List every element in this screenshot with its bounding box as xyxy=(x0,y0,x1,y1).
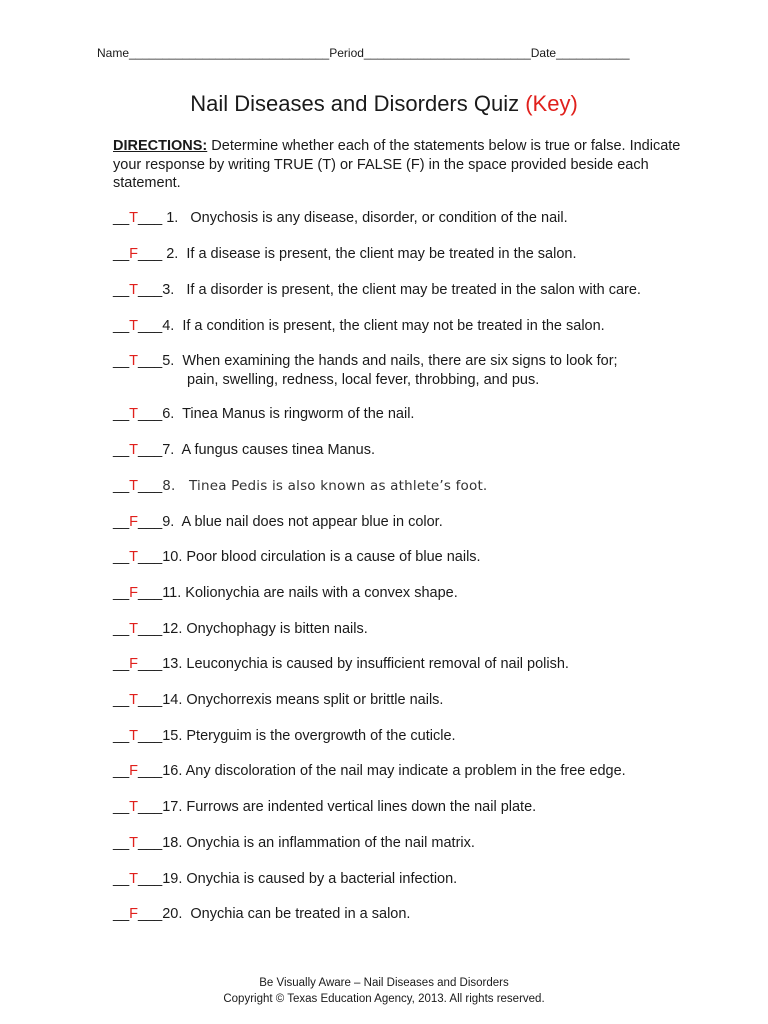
answer-key: T xyxy=(129,835,138,851)
answer-key: T xyxy=(129,549,138,565)
answer-blank-left: __ xyxy=(113,282,130,298)
answer-blank-left: __ xyxy=(113,514,130,530)
question-item xyxy=(113,281,641,300)
answer-key: T xyxy=(129,282,138,298)
question-text: ___15. Pteryguim is the overgrowth of the cuticle. xyxy=(138,728,456,744)
header-fields: Name______________________________Period_________________________Date___________ xyxy=(97,46,630,60)
question-text-alt: 8. Tinea Pedis is also known as athlete’s foot. xyxy=(162,478,488,494)
answer-key: T xyxy=(129,318,138,334)
answer-blank-left: __ xyxy=(113,692,130,708)
answer-key: T xyxy=(129,799,138,815)
answer-key: T xyxy=(129,406,138,422)
question-item xyxy=(113,548,481,567)
question-text: ___6. Tinea Manus is ringworm of the nail. xyxy=(138,406,415,422)
question-text: ___16. Any discoloration of the nail may indicate a problem in the free edge. xyxy=(138,763,626,779)
answer-key: F xyxy=(129,656,138,672)
question-text: ___17. Furrows are indented vertical lines down the nail plate. xyxy=(138,799,537,815)
question-text: ___ xyxy=(138,478,163,494)
question-text: ___ 2. If a disease is present, the client may be treated in the salon. xyxy=(138,246,577,262)
question-item xyxy=(113,870,457,889)
question-item xyxy=(113,352,618,389)
question-text: ___ 1. Onychosis is any disease, disorder, or condition of the nail. xyxy=(138,210,568,226)
question-continuation: pain, swelling, redness, local fever, throbbing, and pus. xyxy=(187,371,540,388)
question-item xyxy=(113,209,568,228)
question-text: ___10. Poor blood circulation is a cause of blue nails. xyxy=(138,549,481,565)
answer-blank-left: __ xyxy=(113,871,130,887)
question-text: ___3. If a disorder is present, the client may be treated in the salon with care. xyxy=(138,282,641,298)
answer-blank-left: __ xyxy=(113,478,130,494)
answer-key: T xyxy=(129,621,138,637)
question-item xyxy=(113,513,443,532)
answer-key: F xyxy=(129,906,138,922)
answer-blank-left: __ xyxy=(113,442,130,458)
answer-blank-left: __ xyxy=(113,406,130,422)
answer-key: T xyxy=(129,871,138,887)
question-text: ___19. Onychia is caused by a bacterial infection. xyxy=(138,871,458,887)
question-item xyxy=(113,245,576,264)
question-text: ___18. Onychia is an inflammation of the nail matrix. xyxy=(138,835,475,851)
answer-key: F xyxy=(129,246,138,262)
answer-key: F xyxy=(129,763,138,779)
answer-key: T xyxy=(129,210,138,226)
answer-key: F xyxy=(129,514,138,530)
question-text: ___4. If a condition is present, the client may not be treated in the salon. xyxy=(138,318,605,334)
title-text: Nail Diseases and Disorders Quiz xyxy=(190,91,520,116)
question-text: ___7. A fungus causes tinea Manus. xyxy=(138,442,375,458)
answer-blank-left: __ xyxy=(113,246,130,262)
question-item xyxy=(113,905,410,924)
answer-key: T xyxy=(129,478,138,494)
page-title xyxy=(0,91,768,117)
footer xyxy=(0,975,768,1007)
footer-title: Be Visually Aware – Nail Diseases and Disorders xyxy=(259,977,509,989)
question-text: ___14. Onychorrexis means split or brittle nails. xyxy=(138,692,444,708)
title-key-label: (Key) xyxy=(525,91,578,116)
answer-key: F xyxy=(129,585,138,601)
question-item xyxy=(113,477,487,496)
question-item xyxy=(113,317,605,336)
footer-copyright: Copyright © Texas Education Agency, 2013. All rights reserved. xyxy=(223,993,545,1005)
question-item xyxy=(113,655,569,674)
answer-blank-left: __ xyxy=(113,799,130,815)
question-text: ___9. A blue nail does not appear blue in color. xyxy=(138,514,443,530)
question-text: ___12. Onychophagy is bitten nails. xyxy=(138,621,368,637)
question-item xyxy=(113,834,475,853)
answer-blank-left: __ xyxy=(113,906,130,922)
answer-blank-left: __ xyxy=(113,621,130,637)
question-item xyxy=(113,691,443,710)
answer-key: T xyxy=(129,353,138,369)
question-item xyxy=(113,620,368,639)
question-item xyxy=(113,405,414,424)
question-item xyxy=(113,762,626,781)
answer-blank-left: __ xyxy=(113,835,130,851)
answer-blank-left: __ xyxy=(113,763,130,779)
answer-blank-left: __ xyxy=(113,585,130,601)
question-text: ___13. Leuconychia is caused by insufficient removal of nail polish. xyxy=(138,656,569,672)
directions xyxy=(113,137,703,193)
question-text: ___20. Onychia can be treated in a salon. xyxy=(138,906,411,922)
question-text: ___11. Kolionychia are nails with a convex shape. xyxy=(138,585,458,601)
answer-blank-left: __ xyxy=(113,728,130,744)
answer-blank-left: __ xyxy=(113,549,130,565)
answer-key: T xyxy=(129,442,138,458)
question-text: ___5. When examining the hands and nails, there are six signs to look for; xyxy=(138,353,618,369)
answer-blank-left: __ xyxy=(113,353,130,369)
answer-key: T xyxy=(129,728,138,744)
answer-blank-left: __ xyxy=(113,656,130,672)
question-item xyxy=(113,727,456,746)
answer-blank-left: __ xyxy=(113,210,130,226)
directions-label: DIRECTIONS: xyxy=(113,138,208,154)
answer-key: T xyxy=(129,692,138,708)
question-item xyxy=(113,441,375,460)
question-item xyxy=(113,584,458,603)
directions-text: Determine whether each of the statements below is true or false. Indicate your response by writing TRUE (T) or FALSE (F) in the space provided beside each statement. xyxy=(113,138,681,191)
answer-blank-left: __ xyxy=(113,318,130,334)
question-item xyxy=(113,798,536,817)
